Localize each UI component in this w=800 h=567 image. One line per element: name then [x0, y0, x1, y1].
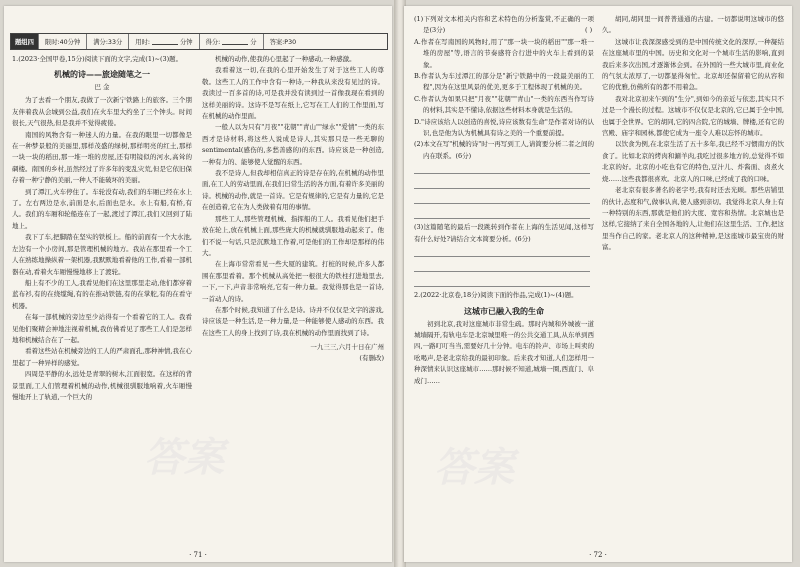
paragraph: 胡同,胡同里一间普普通通的古建。一切都说明这城市的悠久。	[602, 15, 784, 35]
option-C: C.作者认为如果只把"月夜""花朝""青山"一类的东西当作写诗的材料,其实是不懂诗,依据这些材料本身就是生活的。	[414, 94, 594, 115]
option-B: B.作者认为车过潭江的部分是"新宁铁路中的一段最美丽的工程",因为在这里风景的优美,更多于工程体现了机械的美。	[414, 72, 594, 92]
full-score: 满分:33分	[86, 34, 128, 49]
question-2-header: 2.(2022·北京卷,18分)阅读下面的作品,完成(1)~(4)题。	[414, 291, 578, 300]
watermark: 答案	[434, 445, 514, 491]
question-header: 1.(2023·全国甲卷,15分)阅读下面的文字,完成(1)~(3)题。	[12, 55, 183, 63]
page-72	[404, 6, 792, 562]
page-number: · 72 ·	[589, 551, 607, 559]
score-got: 得分: 分	[199, 34, 263, 49]
exam-info-bar	[10, 33, 388, 50]
paragraph: 我下了车,把脚踏在坚实的铁板上。船的前面有一个大水池,左边有一个小房间,那是管理机械的地方。我站在那里看一个工人在熟练地操纵着一架机器,我默默地看着他的工作,看着一部机器在动,看着火车厢慢慢地移上了渡轮。	[12, 233, 192, 276]
answer-lines-q2[interactable]	[414, 162, 594, 219]
option-A: A.作者在写南国的风物时,用了"那一块一块的稻田""那一堆一堆的房屋"等,语言的节奏感符合行进中的火车上看到的景象。	[414, 37, 594, 69]
watermark: 答案	[144, 435, 224, 481]
question-2: (2)本文在写"机械的诗"时一再写到工人,请简要分析二者之间的内在联系。(6分)	[414, 140, 594, 160]
paragraph: 在每一部机械的旁边至少站得有一个看着它的工人。我看见他们聚精会神地注视着机械,我仿佛看见了那些工人们是怎样地和机械结合在了一起。	[12, 313, 192, 344]
paragraph: 到了潭江,火车停住了。车轮没有动,我们的车厢已经在水上了。左右两边是水,前面是水,后面也是水。水上有船,有桥,有人。我们的车厢和轮船连在了一起,渡过了潭江,我们又回到了陆地上。	[12, 187, 192, 230]
paragraph: 初到北京,我对这座城市非常生疏。那时内城和外城被一道城墙隔开,有轨电车是北京城里唯一的公共交通工具,从东单到西四,一路叮叮当当,需要好几十分钟。电车的铃声、市场上叫卖的吆喝声,是老北京给我的最初印象。后来我才知道,人们怎样用一种深情来认识这座城市……那时候不知道,城墙一圈,西直门、阜成门……	[414, 319, 594, 385]
paragraph: 四周是平静的水,远处是青翠的树木,江面很宽。在这样的背景里面,工人们管理着机械的动作,机械很驯服地响着,火车厢慢慢地开上了轨道,一个巨大的	[12, 370, 192, 401]
time-limit: 限时:40分钟	[38, 34, 86, 49]
paragraph: 船上有不少的工人,我看见他们在这里那里走动,他们都穿着蓝布衫,有的在绕缆绳,有的在推动铁链,有的在掌舵,有的在看守机器。	[12, 278, 192, 310]
paragraph: 看着这些站在机械旁边的工人的严肃面孔,那种神情,我在心里起了一种异样的感觉。	[12, 347, 192, 367]
right-column-1	[414, 14, 594, 387]
paragraph: 在那个时候,我知道了什么是诗。诗并不仅仅是文字的游戏,诗应该是一种生活,是一种力量,是一种能够使人感动的东西。我在这些工人的身上找到了诗,我在机械的动作里面找到了诗。	[202, 305, 384, 337]
answer-ref: 答案:P30	[263, 34, 303, 49]
question-1-options	[414, 14, 594, 162]
article2-title: 这城市已融入我的生命	[464, 306, 544, 316]
paragraph: 我对北京初来乍到的"生分",到如今的亲近与依恋,其实只不过是一个漫长的过程。这城市不仅仅是北京的,它已属于全中国,也属于全世界。它的胡同,它的四合院,它的城墙、牌楼,还有它的宫殿、庙宇和园林,都使它成为一座令人难以忘怀的城市。	[602, 94, 784, 138]
time-used: 用时: 分钟	[128, 34, 198, 49]
page-71	[4, 6, 392, 562]
answer-lines-q3[interactable]	[414, 245, 594, 287]
paragraph: 我不是诗人,但我却相信真正的诗是存在的,在机械的动作里面,在工人的劳动里面,在我们日常生活的各方面,有着许多美丽的诗。机械的动作,就是一首诗。它是有规律的,它是有力量的,它是在创造着,它在为人类做着有用的事情。	[202, 169, 384, 212]
article-title: 机械的诗——旅途随笔之一	[54, 70, 150, 80]
left-column-2	[202, 54, 384, 362]
paragraph: 这城市让我深深感受到的是中国传统文化的深厚,一种凝结在这座城市里的中国。历史和文化对一个城市生活的影响,直到我后来多次出国,才逐渐体会到。在外国的一些大城市里,商业化的气氛太浓厚了,一切都显得匆忙。北京却还保留着它的从容和它的优雅,仿佛所有的都不用着急。	[602, 37, 784, 92]
paragraph: 机械的动作,使我的心里起了一种感动,一种感激。	[215, 55, 356, 63]
option-D: D."诗应该给人以创造的喜悦,诗应该数有生命"是作者对诗的认识,也是他为认为机械具有诗之美的一个重要前提。	[414, 117, 594, 138]
article-body-col2	[202, 54, 384, 339]
left-column-1	[12, 54, 192, 403]
question-stem: (1)下列对文本相关内容和艺术特色的分析鉴赏,不正确的一项是(3分) ( )	[414, 15, 594, 35]
article2-body-col1	[414, 319, 594, 387]
paragraph: 老北京有很多著名的老字号,我有时还去光顾。那些店铺里的伙计,态度和气,做事认真,使人感到亲切。我觉得北京人身上有一种特别的东西,那就是他们的大度、宽容和热情。北京城也是这样,它接纳了来自全国各地的人,让他们在这里生活、工作,把这里当作自己的家。老北京人的这种精神,是这座城市最宝贵的财富。	[602, 186, 784, 252]
paragraph: 我看着这一切,在我的心里开始发生了对于这些工人的尊敬。这些工人的工作中含有一种诗,一种我从来没有见过的诗。我读过一百多首的诗,可是我并没有读到过一首像我现在看到的这样美丽的诗。这诗不是写在纸上,它写在工人们的工作里面,写在机械的动作里面。	[202, 66, 384, 121]
paragraph: 一般人以为只有"月夜""花朝""青山""绿水""爱情"一类的东西才是诗材料,将这些人说成是诗人,其实那只是一些无聊的sentimental(感伤的,多愁善感的)的东西。诗应该是一种创造,一种有力的、能够使人觉醒的东西。	[202, 123, 384, 166]
article-body-col1	[12, 95, 192, 403]
paragraph: 那些工人,那些管理机械、指挥船的工人。我看见他们把手放在轮上,放在机械上面,那些庞大的机械就驯服地动起来了。他们不说一句话,只是沉默地工作着,可是他们的工作却是那样的伟大。	[202, 214, 384, 257]
paragraph: 为了去看一个朋友,我做了一次新宁铁路上的旅客。三个朋友伴着我从会城到公益,我们在火车里大约坐了三个钟头。时间很长,天气很热,但是我并不觉得疲倦。	[12, 96, 192, 128]
paragraph: 南国的风物含有一种迷人的力量。在我的眼里一切都像是在一种梦景般的美丽里,那样茂盛的绿树,那样明亮的红土,那样一块一块的稻田,那一堆一堆的房屋,还有明镜似的河水,高耸的碉楼。南国的乡村,虽然经过了许多年的变乱灾荒,但是它依旧保存着一种宁静的美丽,一种人不能破坏的美丽。	[12, 130, 192, 185]
article-author: 巴 金	[94, 83, 110, 92]
page-number: · 71 ·	[189, 551, 207, 559]
article-date: 一九三三,六月十日在广州	[310, 343, 384, 352]
article-source: (有删改)	[359, 354, 384, 363]
question-3: (3)这篇随笔的最后一段跳转到作者在上海的生活见闻,这样写有什么好处?请结合文本简要分析。(6分)	[414, 223, 594, 243]
article2-body-col2	[602, 14, 784, 254]
paragraph: 以饮食为例,在北京生活了五十多年,我已经不习惯南方的饮食了。比如北京的烤肉和涮羊肉,我吃过很多地方的,总觉得不如北京的好。北京的小吃也有它的特色,豆汁儿、炸酱面、卤煮火烧……这些我都很喜欢。北京人的口味,已经成了我的口味。	[602, 140, 784, 183]
paragraph: 在上海市常常看见一些大厦的建筑。打桩的时候,许多人都围在那里看着。那个机械从高处把一根很大的铁柱打进地里去,一下,一下,声音非常响亮,它有一种力量。我觉得那也是一首诗,一首动人的诗。	[202, 260, 384, 303]
right-column-2	[602, 14, 784, 254]
group-tag: 题组四	[11, 34, 38, 49]
